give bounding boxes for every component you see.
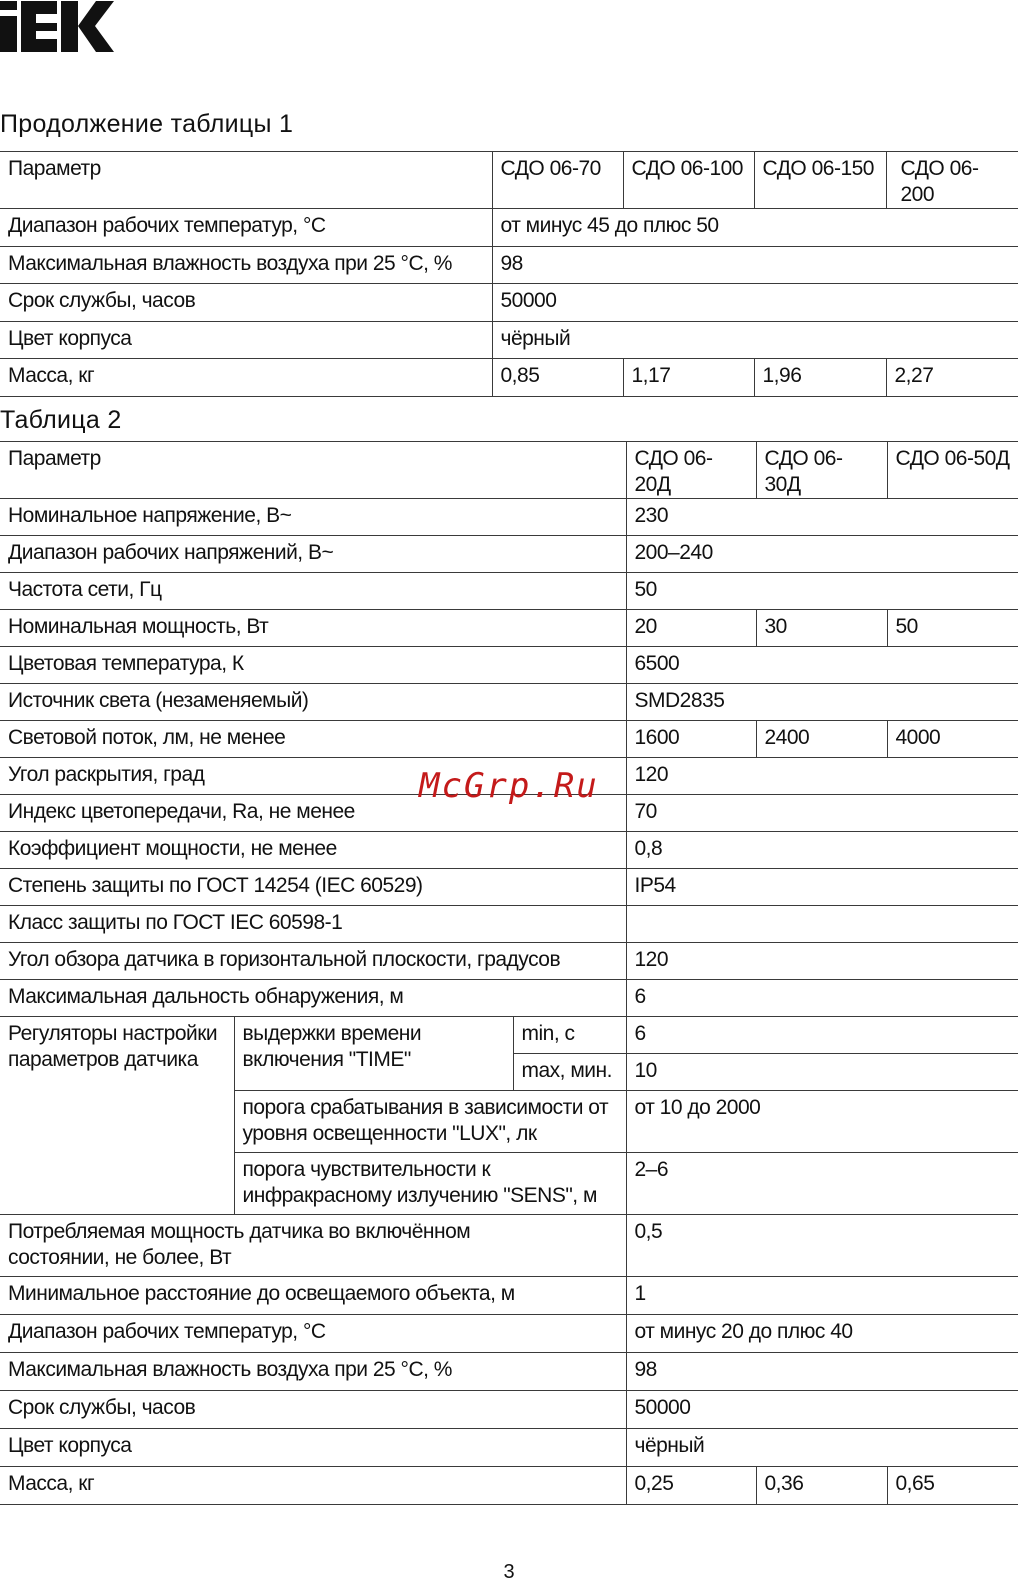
value-cell: 50 — [626, 573, 1018, 610]
value-cell: 6500 — [626, 647, 1018, 684]
param-cell: Диапазон рабочих температур, °С — [0, 1315, 626, 1353]
table-row — [0, 322, 1018, 359]
param-cell: Номинальная мощность, Вт — [0, 610, 626, 647]
sensor-sens-label: порога чувствительности к инфракрасному излучению "SENS", м — [234, 1153, 626, 1215]
value-cell: 50 — [887, 610, 1018, 647]
param-cell: Цвет корпуса — [0, 322, 492, 359]
table2 — [0, 441, 1018, 1505]
param-cell: Угол раскрытия, град — [0, 758, 626, 795]
param-cell: Срок службы, часов — [0, 284, 492, 322]
table-row — [0, 1429, 1018, 1467]
value-cell: 50000 — [626, 1391, 1018, 1429]
value-cell: 4000 — [887, 721, 1018, 758]
table2-caption: Таблица 2 — [0, 406, 122, 434]
param-cell: Коэффициент мощности, не менее — [0, 832, 626, 869]
value-cell: 230 — [626, 499, 1018, 536]
table-row — [0, 869, 1018, 906]
value-cell: чёрный — [626, 1429, 1018, 1467]
param-cell: Цвет корпуса — [0, 1429, 626, 1467]
value-cell: 2400 — [756, 721, 887, 758]
value-cell: 1600 — [626, 721, 756, 758]
sensor-time-label: выдержки времени включения "TIME" — [234, 1017, 513, 1091]
table-header-row — [0, 152, 1018, 209]
header-cell: СДО 06-150 — [754, 152, 886, 209]
value-cell: 200–240 — [626, 536, 1018, 573]
value-cell: SMD2835 — [626, 684, 1018, 721]
table-row — [0, 1467, 1018, 1505]
value-cell: 6 — [626, 1017, 1018, 1054]
value-cell: 120 — [626, 943, 1018, 980]
value-cell: 1,96 — [754, 359, 886, 397]
value-cell: 10 — [626, 1054, 1018, 1091]
table-row — [0, 284, 1018, 322]
value-cell: 0,36 — [756, 1467, 887, 1505]
sensor-time-min-label: min, c — [513, 1017, 626, 1054]
value-cell: от минус 20 до плюс 40 — [626, 1315, 1018, 1353]
table-row — [0, 684, 1018, 721]
table-row — [0, 832, 1018, 869]
header-cell: СДО 06-100 — [623, 152, 754, 209]
param-cell: Класс защиты по ГОСТ IEC 60598-1 — [0, 906, 626, 943]
sensor-group-label: Регуляторы настройки параметров датчика — [0, 1017, 234, 1215]
param-cell: Угол обзора датчика в горизонтальной плоскости, градусов — [0, 943, 626, 980]
table-row — [0, 1315, 1018, 1353]
header-cell: СДО 06-20Д — [626, 442, 756, 499]
sensor-lux-label: порога срабатывания в зависимости от уровня освещенности "LUX", лк — [234, 1091, 626, 1153]
param-cell: Номинальное напряжение, В~ — [0, 499, 626, 536]
param-cell: Потребляемая мощность датчика во включённом состоянии, не более, Вт — [0, 1215, 626, 1277]
value-cell: 1,17 — [623, 359, 754, 397]
param-cell: Срок службы, часов — [0, 1391, 626, 1429]
table-row — [0, 247, 1018, 284]
value-cell: 0,5 — [626, 1215, 1018, 1277]
param-cell: Диапазон рабочих температур, °С — [0, 209, 492, 247]
iek-logo — [0, 0, 114, 54]
page-number: 3 — [503, 1561, 515, 1583]
param-cell: Световой поток, лм, не менее — [0, 721, 626, 758]
value-cell: 2,27 — [886, 359, 1018, 397]
header-cell: СДО 06-50Д — [887, 442, 1018, 499]
param-cell: Максимальная дальность обнаружения, м — [0, 980, 626, 1017]
header-cell: Параметр — [0, 442, 626, 499]
header-cell: Параметр — [0, 152, 492, 209]
param-cell: Частота сети, Гц — [0, 573, 626, 610]
param-cell: Диапазон рабочих напряжений, В~ — [0, 536, 626, 573]
value-cell: 0,85 — [492, 359, 623, 397]
table-row — [0, 536, 1018, 573]
param-cell: Масса, кг — [0, 359, 492, 397]
value-cell: чёрный — [492, 322, 1018, 359]
param-cell: Индекс цветопередачи, Ra, не менее — [0, 795, 626, 832]
param-cell: Источник света (незаменяемый) — [0, 684, 626, 721]
value-cell: от минус 45 до плюс 50 — [492, 209, 1018, 247]
table-row — [0, 1353, 1018, 1391]
table-header-row — [0, 442, 1018, 499]
value-cell: 70 — [626, 795, 1018, 832]
value-cell — [626, 906, 1018, 943]
value-cell: 1 — [626, 1277, 1018, 1315]
table-row — [0, 573, 1018, 610]
param-cell: Максимальная влажность воздуха при 25 °С, % — [0, 1353, 626, 1391]
value-cell: 0,65 — [887, 1467, 1018, 1505]
table-row — [0, 906, 1018, 943]
param-cell: Цветовая температура, К — [0, 647, 626, 684]
table-row — [0, 209, 1018, 247]
value-cell: IP54 — [626, 869, 1018, 906]
header-cell: СДО 06-70 — [492, 152, 623, 209]
watermark: McGrp.Ru — [419, 766, 599, 806]
value-cell: 30 — [756, 610, 887, 647]
table-row — [0, 943, 1018, 980]
value-cell: 0,8 — [626, 832, 1018, 869]
table1-caption: Продолжение таблицы 1 — [0, 110, 294, 138]
value-cell: 20 — [626, 610, 756, 647]
table-row — [0, 721, 1018, 758]
value-cell: 50000 — [492, 284, 1018, 322]
table-row — [0, 1017, 1018, 1054]
value-cell: 98 — [626, 1353, 1018, 1391]
param-cell: Масса, кг — [0, 1467, 626, 1505]
param-cell: Степень защиты по ГОСТ 14254 (IEC 60529) — [0, 869, 626, 906]
table-row — [0, 610, 1018, 647]
value-cell: 120 — [626, 758, 1018, 795]
table-row — [0, 1215, 1018, 1277]
table-row — [0, 1391, 1018, 1429]
header-cell: СДО 06-200 — [886, 152, 1018, 209]
param-cell: Максимальная влажность воздуха при 25 °С, % — [0, 247, 492, 284]
value-cell: 6 — [626, 980, 1018, 1017]
header-cell: СДО 06-30Д — [756, 442, 887, 499]
table-row — [0, 647, 1018, 684]
sensor-time-max-label: max, мин. — [513, 1054, 626, 1091]
table-row — [0, 1277, 1018, 1315]
param-cell: Минимальное расстояние до освещаемого объекта, м — [0, 1277, 626, 1315]
value-cell: 0,25 — [626, 1467, 756, 1505]
table-row — [0, 359, 1018, 397]
value-cell: 98 — [492, 247, 1018, 284]
table-row — [0, 980, 1018, 1017]
table-row — [0, 499, 1018, 536]
value-cell: 2–6 — [626, 1153, 1018, 1215]
value-cell: от 10 до 2000 — [626, 1091, 1018, 1153]
table1 — [0, 151, 1018, 397]
